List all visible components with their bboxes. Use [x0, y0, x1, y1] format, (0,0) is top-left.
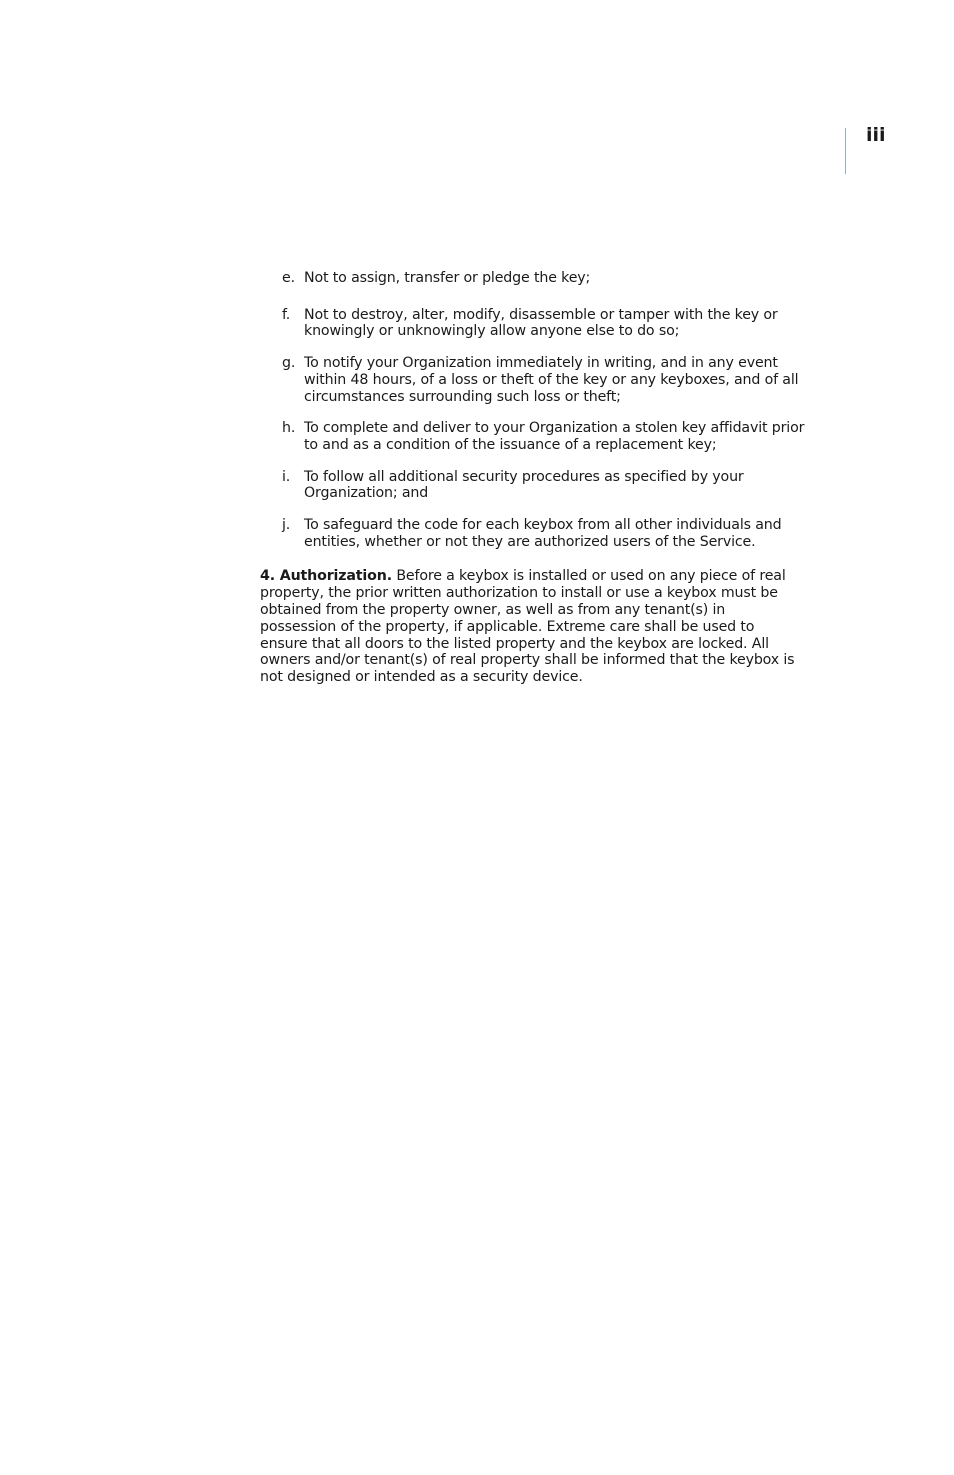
- list-item-text: To follow all additional security procedures as specified by your Organization; and: [304, 468, 744, 502]
- page-number: iii: [866, 124, 886, 146]
- list-item: [260, 469, 820, 502]
- list-item: [260, 517, 820, 550]
- page-number-rule: [845, 128, 846, 174]
- list-item: [260, 355, 820, 405]
- list-marker: g.: [282, 355, 296, 372]
- list-item: [260, 420, 820, 453]
- list-marker: f.: [282, 306, 291, 323]
- list-item-text: To complete and deliver to your Organization a stolen key affidavit prior to and as a condition of the issuance of a replacement key;: [304, 420, 805, 453]
- section-heading: 4. Authorization.: [260, 568, 392, 585]
- list-item-text: Not to assign, transfer or pledge the key;: [304, 270, 591, 286]
- list-marker: i.: [282, 468, 291, 485]
- list-item-text: Not to destroy, alter, modify, disassemble or tamper with the key or knowingly or unknowingly allow anyone else to do so;: [304, 306, 778, 340]
- list-marker: j.: [282, 517, 291, 534]
- document-content: [260, 270, 820, 686]
- list-item-text: To safeguard the code for each keybox from all other individuals and entities, whether or not they are authorized users of the Service.: [304, 517, 782, 550]
- list-item-text: To notify your Organization immediately in writing, and in any event within 48 hours, of a loss or theft of the key or any keyboxes, and of all circumstances surrounding such loss or theft;: [304, 355, 799, 405]
- list-item: [260, 270, 820, 287]
- list-marker: h.: [282, 420, 296, 437]
- section-body: Before a keybox is installed or used on any piece of real property, the prior written authorization to install or use a keybox must be obtained from the property owner, as well as from any tenant(s) in possession of the property, if applicable. Extreme care shall be used to ensure that all doors to the listed property and the keybox are locked. All owners and/or tenant(s) of real property shall be informed that the keybox is not designed or intended as a security device.: [260, 568, 795, 686]
- section-authorization: [260, 568, 795, 686]
- list-marker: e.: [282, 270, 295, 286]
- list-item: [260, 307, 820, 340]
